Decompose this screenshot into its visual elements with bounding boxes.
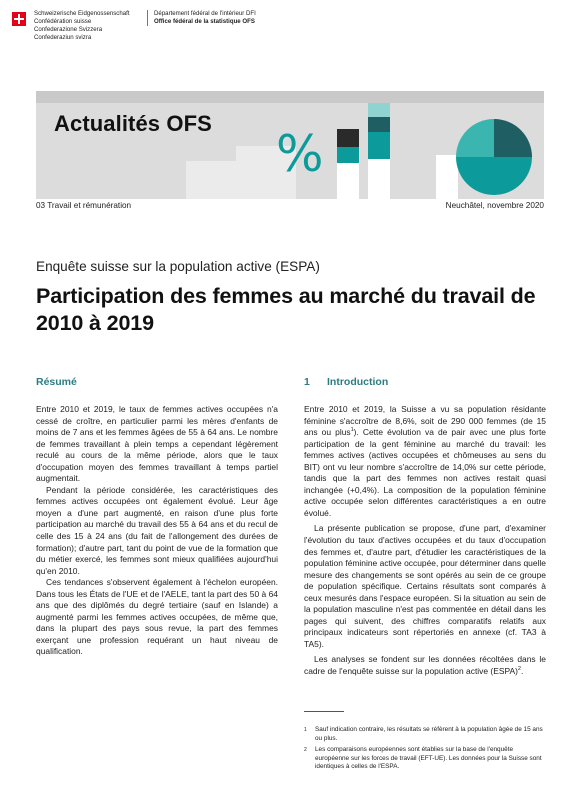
banner-bar-segment bbox=[368, 103, 390, 117]
banner-bar-segment bbox=[436, 155, 458, 199]
summary-column bbox=[36, 404, 278, 658]
footnote bbox=[304, 726, 544, 743]
confederation-name-it: Confederazione Svizzera bbox=[34, 26, 103, 34]
summary-paragraph: Pendant la période considérée, les caractéristiques des femmes actives occupées ont également évolué. Leur âge moyen a d'une part augmenté, en raison d'une plus forte participation au marché du travail des 55 à 64 ans et du recul de celle des 15 à 24 ans (du fait de l'allongement des durées de formation); d'autre part, tant du point de vue de la formation que du métier exercé, les femmes sont mieux qualifiées aujourd'hui qu'en 2010. bbox=[36, 484, 278, 576]
banner-pie-slice bbox=[456, 157, 532, 195]
publication-series: 03 Travail et rémunération bbox=[36, 201, 132, 210]
summary-heading: Résumé bbox=[36, 376, 77, 388]
intro-section-number: 1 bbox=[304, 376, 310, 388]
confederation-name-rm: Confederaziun svizra bbox=[34, 34, 92, 42]
intro-paragraph bbox=[304, 654, 546, 677]
publication-place-date: Neuchâtel, novembre 2020 bbox=[445, 201, 544, 210]
summary-paragraph: Entre 2010 et 2019, le taux de femmes actives occupées n'a cessé de croître, en particulier parmi les mères d'enfants de moins de 7 ans et les femmes âgées de 55 à 64 ans. Le nombre de femmes travaillant à plein temps a cependant légèrement reculé au cours de la même période, alors que le taux d'occupation moyen des femmes travaillant à temps partiel augmentait. bbox=[36, 404, 278, 484]
banner-bar-segment bbox=[368, 132, 390, 159]
banner-bar-segment bbox=[368, 159, 390, 199]
banner-pie-icon bbox=[456, 119, 532, 195]
intro-heading bbox=[304, 376, 388, 388]
footnote bbox=[304, 746, 544, 772]
publication-subtitle: Enquête suisse sur la population active (ESPA) bbox=[36, 259, 320, 274]
banner-graphic bbox=[36, 91, 544, 199]
footnote-number: 2 bbox=[304, 747, 307, 753]
footnote-ref: 2 bbox=[517, 666, 521, 673]
swiss-flag-icon bbox=[12, 12, 26, 26]
intro-text: ). Cette évolution va de pair avec une plus forte participation de la gent féminine au marché du travail: les femmes actives (actives occupées et chômeuses au sens du BIT) ont vu leur nombre s'accroître de 14,0% sur cette période, tandis que la part des femmes non actives restait quasi inchangée (+0,4%). La composition de la population féminine active occupée selon différentes caractéristiques a en outre évolué. bbox=[304, 427, 546, 518]
intro-text: . bbox=[520, 666, 524, 677]
banner-bar-segment bbox=[337, 129, 359, 147]
banner-title: Actualités OFS bbox=[54, 111, 212, 136]
page-header bbox=[12, 8, 567, 48]
footnote-text: Sauf indication contraire, les résultats se réfèrent à la population âgée de 15 ans ou plus. bbox=[315, 726, 543, 742]
intro-paragraph bbox=[304, 404, 546, 519]
footnote-divider bbox=[304, 711, 344, 712]
confederation-names bbox=[34, 10, 130, 42]
summary-paragraph: Ces tendances s'observent également à l'échelon européen. Dans tous les États de l'UE et de l'AELE, tant la part des 50 à 64 ans que des diplômés du degré tertiaire (sauf en Islande) a augmenté parmi les femmes actives occupées, de même que, dans la plupart des pays sous revue, la part des femmes exerçant une profession requérant un haut niveau de qualification. bbox=[36, 577, 278, 657]
footnote-number: 1 bbox=[304, 727, 307, 733]
banner-pie-slice bbox=[494, 119, 532, 157]
publication-title: Participation des femmes au marché du travail de 2010 à 2019 bbox=[36, 284, 536, 335]
intro-text: Entre 2010 et 2019, la Suisse a vu sa population résidante féminine s'accroître de 8,6%, soit de 290 000 femmes (de 15 ans ou plus bbox=[304, 404, 546, 438]
header-divider bbox=[147, 10, 148, 26]
percent-icon: % bbox=[276, 125, 324, 183]
intro-text: Les analyses se fondent sur les données récoltées dans le cadre de l'enquête suisse sur la population active (ESPA) bbox=[304, 654, 546, 677]
department-name: Département fédéral de l'intérieur DFI bbox=[154, 10, 256, 17]
banner-pie-slice bbox=[456, 119, 494, 157]
office-name: Office fédéral de la statistique OFS bbox=[154, 18, 255, 26]
banner-bar-segment bbox=[337, 147, 359, 163]
footnote-text: Les comparaisons européennes sont établies sur la base de l'enquête européenne sur les forces de travail (EFT-UE). Les données pour la Suisse sont identiques à celles de l'ESPA. bbox=[315, 746, 542, 771]
intro-paragraph: La présente publication se propose, d'une part, d'examiner l'évolution du taux d'actives occupées et du taux d'occupation des femmes et, d'autre part, d'étudier les caractéristiques de la population féminine active occupée, pour déterminer dans quelle mesure des changements se sont opérés au sein de ce groupe de population spécifique. Certains résultats sont comparés à ceux mesurés dans l'espace européen. Si la situation au sein de la population masculine n'est pas commentée en détail dans les pages qui suivent, des chiffres comparatifs relatifs aux principaux indicateurs sont répertoriés en annexe (cf. TA3 à TA5). bbox=[304, 523, 546, 649]
intro-column bbox=[304, 404, 546, 678]
publication-banner bbox=[36, 91, 544, 199]
confederation-name-de: Schweizerische Eidgenossenschaft bbox=[34, 10, 130, 17]
banner-bar-segment bbox=[368, 117, 390, 132]
intro-heading-label: Introduction bbox=[327, 376, 389, 388]
department-block bbox=[154, 10, 256, 26]
footnote-ref: 1 bbox=[350, 427, 354, 434]
banner-bar-segment bbox=[337, 163, 359, 199]
confederation-name-fr: Confédération suisse bbox=[34, 18, 92, 26]
